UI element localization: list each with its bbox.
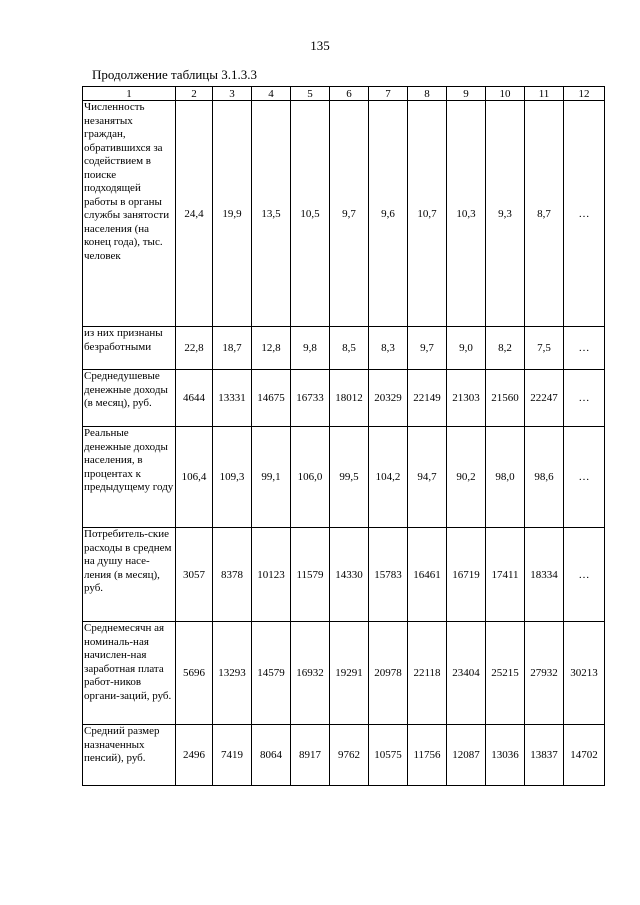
table-cell: 7,5 [525, 327, 564, 370]
table-cell: 20329 [369, 370, 408, 427]
column-header-12: 12 [564, 87, 605, 101]
table-cell: 10,5 [291, 101, 330, 327]
table-cell: 13331 [213, 370, 252, 427]
table-cell: 16461 [408, 528, 447, 622]
table-cell: 106,4 [176, 427, 213, 528]
table-cell: 22,8 [176, 327, 213, 370]
table-cell: 19,9 [213, 101, 252, 327]
table-cell: 15783 [369, 528, 408, 622]
table-cell: 24,4 [176, 101, 213, 327]
table-cell: 21303 [447, 370, 486, 427]
table-cell: 8064 [252, 725, 291, 786]
table-cell: 8,7 [525, 101, 564, 327]
column-header-2: 2 [176, 87, 213, 101]
table-cell: … [564, 528, 605, 622]
table-row [83, 370, 605, 427]
table-cell: 9762 [330, 725, 369, 786]
column-header-10: 10 [486, 87, 525, 101]
table-cell: 13036 [486, 725, 525, 786]
table-cell: 99,1 [252, 427, 291, 528]
table-cell: 22118 [408, 622, 447, 725]
table-cell: 5696 [176, 622, 213, 725]
table-cell: 22149 [408, 370, 447, 427]
table-cell: 27932 [525, 622, 564, 725]
column-header-7: 7 [369, 87, 408, 101]
table-cell: 9,7 [408, 327, 447, 370]
table-row [83, 622, 605, 725]
table-cell: 12087 [447, 725, 486, 786]
table-cell: 8917 [291, 725, 330, 786]
table-cell: 18,7 [213, 327, 252, 370]
table-cell: 94,7 [408, 427, 447, 528]
column-header-4: 4 [252, 87, 291, 101]
statistics-table [82, 86, 605, 786]
table-cell: 18334 [525, 528, 564, 622]
column-header-6: 6 [330, 87, 369, 101]
table-cell: 98,0 [486, 427, 525, 528]
table-cell: 18012 [330, 370, 369, 427]
table-cell: 22247 [525, 370, 564, 427]
table-cell: 90,2 [447, 427, 486, 528]
table-cell: 10,7 [408, 101, 447, 327]
table-cell: 11579 [291, 528, 330, 622]
table-cell: 10123 [252, 528, 291, 622]
table-cell: … [564, 327, 605, 370]
column-header-8: 8 [408, 87, 447, 101]
table-cell: 8,2 [486, 327, 525, 370]
column-header-11: 11 [525, 87, 564, 101]
table-row [83, 427, 605, 528]
table-cell: … [564, 370, 605, 427]
table-cell: 7419 [213, 725, 252, 786]
row-label: Среднедушевые денежные доходы (в месяц), руб. [83, 370, 176, 427]
table-cell: 99,5 [330, 427, 369, 528]
table-cell: 21560 [486, 370, 525, 427]
table-row [83, 327, 605, 370]
table-cell: 106,0 [291, 427, 330, 528]
table-cell: 9,0 [447, 327, 486, 370]
table-cell: 25215 [486, 622, 525, 725]
column-header-1: 1 [83, 87, 176, 101]
table-cell: 98,6 [525, 427, 564, 528]
page-number: 135 [310, 38, 330, 53]
table-cell: 16932 [291, 622, 330, 725]
table-cell: 8,5 [330, 327, 369, 370]
table-cell: 9,6 [369, 101, 408, 327]
row-label: из них признаны безработными [83, 327, 176, 370]
table-cell: 9,7 [330, 101, 369, 327]
table-cell: 10575 [369, 725, 408, 786]
table-cell: 13837 [525, 725, 564, 786]
table-cell: 104,2 [369, 427, 408, 528]
table-cell: 3057 [176, 528, 213, 622]
table-cell: 30213 [564, 622, 605, 725]
table-cell: 14579 [252, 622, 291, 725]
table-cell: 13293 [213, 622, 252, 725]
table-cell: 8,3 [369, 327, 408, 370]
table-cell: 23404 [447, 622, 486, 725]
table-cell: 9,3 [486, 101, 525, 327]
table-caption: Продолжение таблицы 3.1.3.3 [92, 67, 257, 82]
header-row [83, 87, 605, 101]
row-label: Численность незанятых граждан, обратившихся за содействием в поиске подходящей работы в органы службы занятости населения (на конец года), тыс. человек [83, 101, 176, 327]
row-label: Потребитель-ские расходы в среднем на душу насе-ления (в месяц), руб. [83, 528, 176, 622]
table-cell: 8378 [213, 528, 252, 622]
row-label: Среднемесячн ая номиналь-ная начислен-ная заработная плата работ-ников органи-заций, руб. [83, 622, 176, 725]
column-header-5: 5 [291, 87, 330, 101]
column-header-3: 3 [213, 87, 252, 101]
table-cell: … [564, 427, 605, 528]
table-cell: 14330 [330, 528, 369, 622]
row-label: Средний размер назначенных пенсий), руб. [83, 725, 176, 786]
table-cell: 10,3 [447, 101, 486, 327]
table-cell: 2496 [176, 725, 213, 786]
table-cell: 16733 [291, 370, 330, 427]
table-cell: … [564, 101, 605, 327]
table-row [83, 101, 605, 327]
table-cell: 9,8 [291, 327, 330, 370]
table-cell: 20978 [369, 622, 408, 725]
table-row [83, 528, 605, 622]
table-cell: 17411 [486, 528, 525, 622]
table-cell: 14675 [252, 370, 291, 427]
table-cell: 16719 [447, 528, 486, 622]
table-cell: 11756 [408, 725, 447, 786]
table-cell: 19291 [330, 622, 369, 725]
table-cell: 109,3 [213, 427, 252, 528]
row-label: Реальные денежные доходы населения, в процентах к предыдущему году [83, 427, 176, 528]
table-cell: 12,8 [252, 327, 291, 370]
table-cell: 13,5 [252, 101, 291, 327]
column-header-9: 9 [447, 87, 486, 101]
table-cell: 14702 [564, 725, 605, 786]
table-cell: 4644 [176, 370, 213, 427]
table-row [83, 725, 605, 786]
